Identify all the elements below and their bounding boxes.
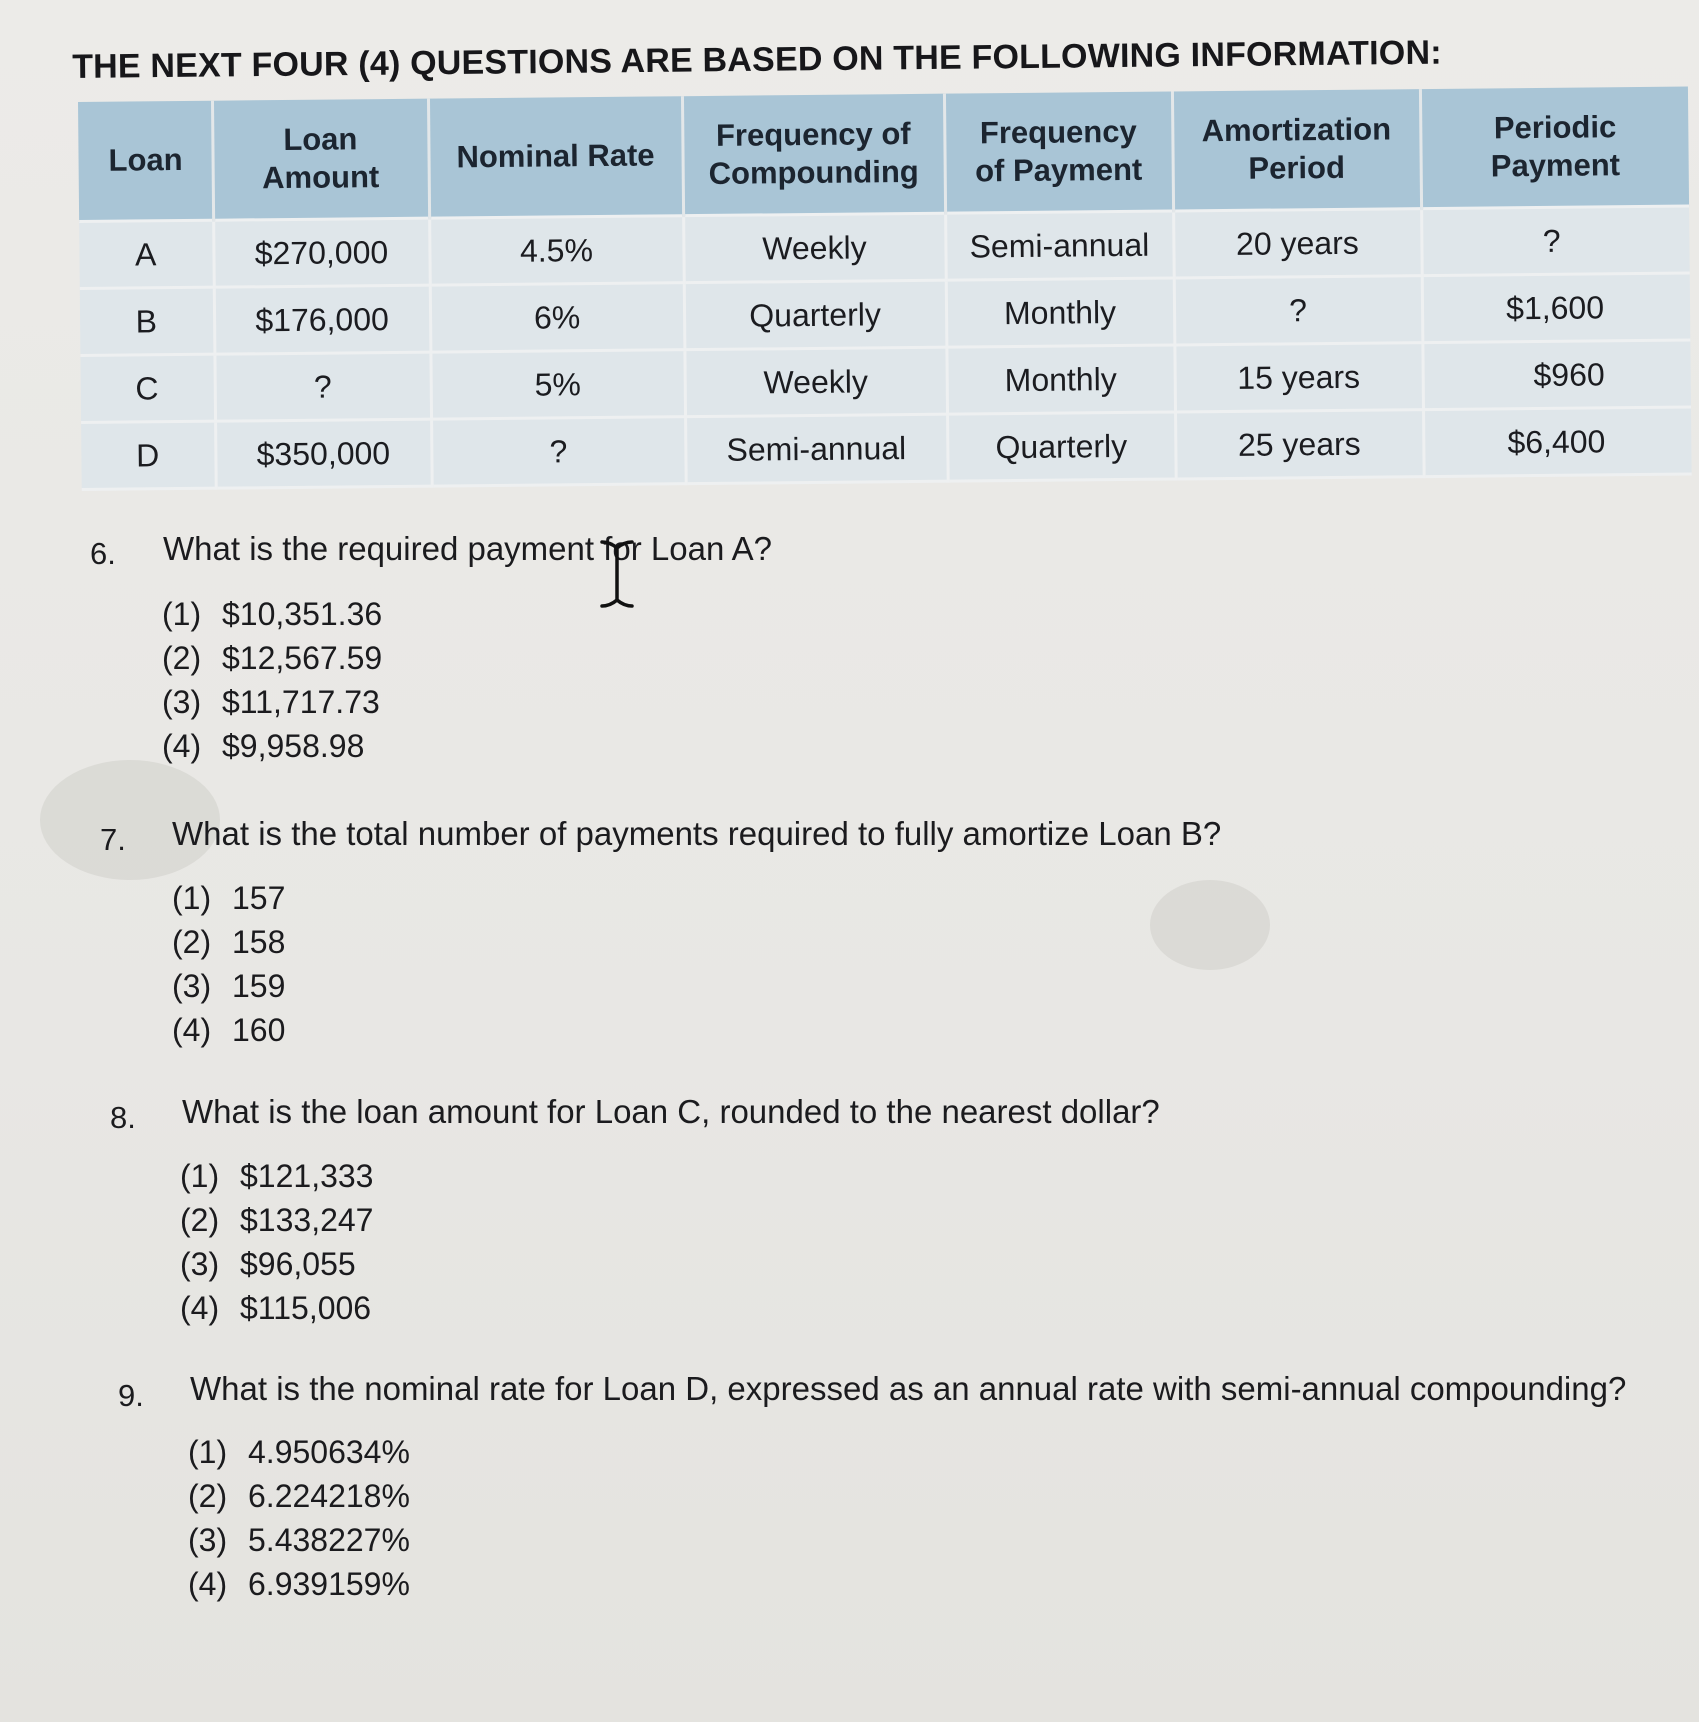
header-loan-amount: Loan Amount	[212, 99, 429, 221]
answer-options	[172, 876, 285, 1052]
cell-amortization: 15 years	[1174, 343, 1423, 412]
cell-amortization: ?	[1174, 276, 1423, 345]
cell-periodic-payment: ?	[1421, 206, 1690, 276]
cell-compounding: Semi-annual	[685, 414, 948, 484]
cell-loan: D	[81, 421, 216, 489]
answer-option[interactable]: (4) $9,958.98	[162, 728, 365, 764]
cell-loan: B	[80, 287, 215, 355]
question-number: 6.	[90, 536, 116, 571]
cell-payment-frequency: Quarterly	[947, 412, 1176, 481]
answer-option[interactable]: (1) $10,351.36	[162, 596, 383, 632]
cell-nominal-rate: 5%	[430, 350, 685, 419]
question-text[interactable]: What is the required payment for Loan A?	[163, 530, 773, 567]
header-frequency-of-compounding: Frequency of Compounding	[682, 94, 945, 216]
table-row	[81, 407, 1692, 489]
cell-payment-frequency: Monthly	[946, 345, 1175, 414]
cell-periodic-payment: $6,400	[1423, 407, 1692, 477]
header-nominal-rate: Nominal Rate	[428, 96, 683, 218]
cell-loan-amount: ?	[214, 352, 431, 421]
header-loan: Loan	[78, 101, 213, 222]
text-cursor-icon	[598, 538, 636, 610]
cell-nominal-rate: 6%	[430, 283, 685, 352]
answer-option[interactable]: (4) 160	[172, 1012, 286, 1048]
cell-loan: A	[79, 220, 214, 288]
cell-periodic-payment: $960	[1422, 340, 1691, 410]
answer-option[interactable]: (4) 6.939159%	[188, 1566, 410, 1602]
table-header-row	[78, 87, 1689, 222]
answer-option[interactable]: (2) 158	[172, 924, 286, 960]
answer-option[interactable]: (3) $96,055	[180, 1246, 356, 1282]
header-amortization-period: Amortization Period	[1172, 89, 1421, 211]
answer-option[interactable]: (1) $121,333	[180, 1158, 374, 1194]
cell-loan-amount: $350,000	[215, 419, 432, 488]
loan-info-table	[78, 87, 1692, 491]
answer-option[interactable]: (2) $133,247	[180, 1202, 374, 1238]
answer-option[interactable]: (2) 6.224218%	[188, 1478, 410, 1514]
cell-amortization: 20 years	[1173, 209, 1422, 278]
question-number: 7.	[100, 822, 126, 857]
cell-loan-amount: $270,000	[213, 218, 430, 287]
cell-loan-amount: $176,000	[214, 285, 431, 354]
cell-amortization: 25 years	[1175, 410, 1424, 479]
answer-option[interactable]: (2) $12,567.59	[162, 640, 383, 676]
answer-option[interactable]: (3) 159	[172, 968, 286, 1004]
header-frequency-of-payment: Frequency of Payment	[944, 91, 1173, 213]
screen-smudge	[1150, 880, 1270, 970]
page-heading: THE NEXT FOUR (4) QUESTIONS ARE BASED ON THE FOLLOWING INFORMATION:	[72, 33, 1442, 86]
answer-option[interactable]: (1) 157	[172, 880, 286, 916]
cell-payment-frequency: Monthly	[946, 278, 1175, 347]
question-text[interactable]: What is the loan amount for Loan C, rounded to the nearest dollar?	[182, 1093, 1160, 1130]
cell-payment-frequency: Semi-annual	[945, 211, 1174, 280]
question-text[interactable]: What is the total number of payments required to fully amortize Loan B?	[172, 815, 1222, 852]
answer-option[interactable]: (4) $115,006	[180, 1290, 372, 1326]
answer-option[interactable]: (1) 4.950634%	[188, 1434, 410, 1470]
question-number: 9.	[118, 1378, 144, 1413]
cell-nominal-rate: ?	[431, 417, 686, 486]
answer-options	[188, 1430, 410, 1606]
cell-compounding: Weekly	[684, 347, 947, 417]
cell-compounding: Quarterly	[684, 280, 947, 350]
question-number: 8.	[110, 1100, 136, 1135]
answer-options	[162, 592, 382, 768]
answer-options	[180, 1154, 373, 1330]
cell-nominal-rate: 4.5%	[429, 216, 684, 285]
cell-loan: C	[80, 354, 215, 422]
header-periodic-payment: Periodic Payment	[1420, 87, 1689, 209]
answer-option[interactable]: (3) 5.438227%	[188, 1522, 410, 1558]
cell-periodic-payment: $1,600	[1422, 273, 1691, 343]
cell-compounding: Weekly	[683, 213, 946, 283]
question-text[interactable]: What is the nominal rate for Loan D, expressed as an annual rate with semi-annual compounding?	[190, 1370, 1627, 1407]
answer-option[interactable]: (3) $11,717.73	[162, 684, 380, 720]
